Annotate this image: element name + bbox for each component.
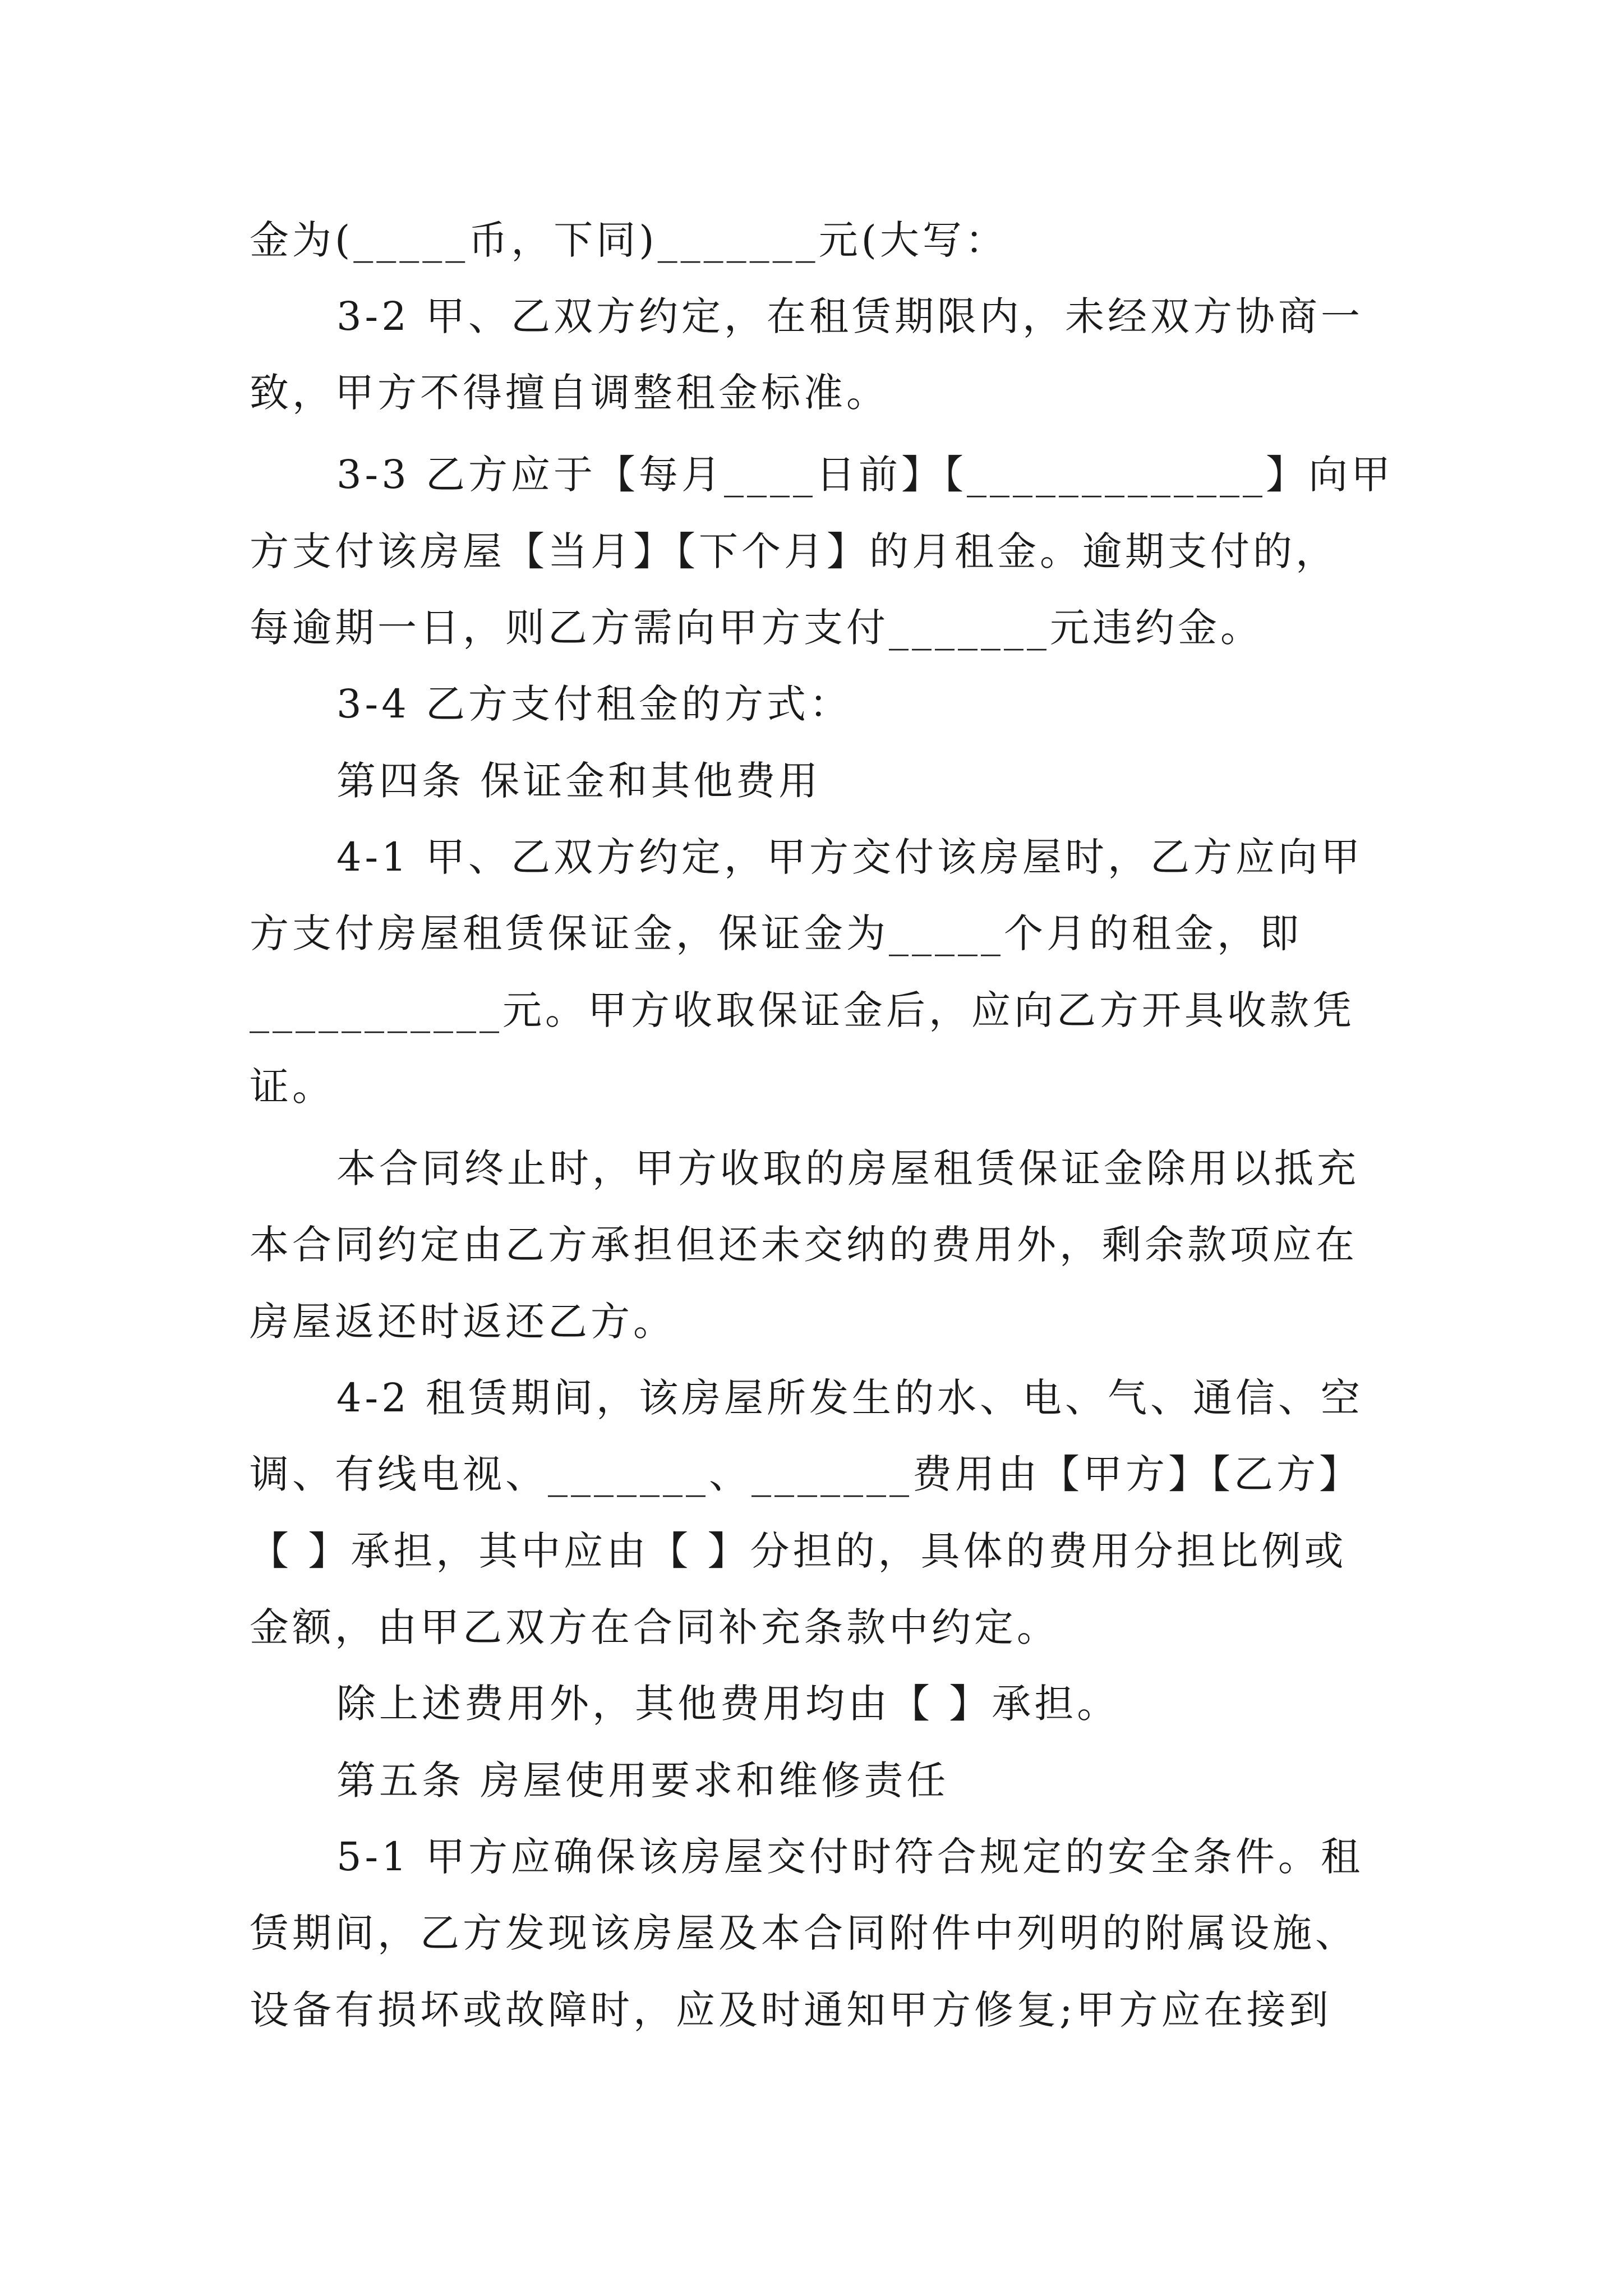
text-line: 金额，由甲乙双方在合同补充条款中约定。 (250, 1604, 1059, 1650)
text-line: 金为(_____币，下同)_______元(大写： (250, 217, 1008, 263)
section-heading: 第五条 房屋使用要求和维修责任 (336, 1757, 949, 1803)
text-line: 除上述费用外，其他费用均由【 】承担。 (336, 1681, 1120, 1727)
text-line: 方支付房屋租赁保证金，保证金为_____个月的租金，即 (250, 910, 1302, 956)
text-line: 3-3 乙方应于【每月____日前】【_____________】向甲 (336, 452, 1394, 498)
text-line: 调、有线电视、_______、_______费用由【甲方】【乙方】 (250, 1451, 1362, 1497)
text-line: 方支付该房屋【当月】【下个月】的月租金。逾期支付的， (250, 528, 1338, 574)
text-line: 4-1 甲、乙双方约定，甲方交付该房屋时，乙方应向甲 (336, 834, 1363, 880)
text-line: 每逾期一日，则乙方需向甲方支付_______元违约金。 (250, 605, 1263, 651)
text-line: 3-2 甲、乙双方约定，在租赁期限内，未经双方协商一 (336, 293, 1363, 339)
text-line: 证。 (250, 1064, 335, 1110)
text-line: 赁期间，乙方发现该房屋及本合同附件中列明的附属设施、 (250, 1910, 1358, 1956)
text-line: 房屋返还时返还乙方。 (250, 1299, 676, 1345)
text-line: 本合同约定由乙方承担但还未交纳的费用外，剩余款项应在 (250, 1222, 1358, 1268)
section-heading: 第四条 保证金和其他费用 (336, 758, 822, 804)
text-line: 【 】承担，其中应由【 】分担的，具体的费用分担比例或 (250, 1528, 1347, 1574)
text-line: 设备有损坏或故障时，应及时通知甲方修复;甲方应在接到 (250, 1987, 1332, 2033)
text-line: ___________元。甲方收取保证金后，应向乙方开具收款凭 (250, 987, 1355, 1033)
text-line: 3-4 乙方支付租金的方式： (336, 681, 852, 727)
text-line: 致，甲方不得擅自调整租金标准。 (250, 370, 889, 416)
text-line: 4-2 租赁期间，该房屋所发生的水、电、气、通信、空 (336, 1375, 1363, 1421)
text-line: 5-1 甲方应确保该房屋交付时符合规定的安全条件。租 (336, 1834, 1363, 1880)
text-line: 本合同终止时，甲方收取的房屋租赁保证金除用以抵充 (336, 1145, 1359, 1191)
